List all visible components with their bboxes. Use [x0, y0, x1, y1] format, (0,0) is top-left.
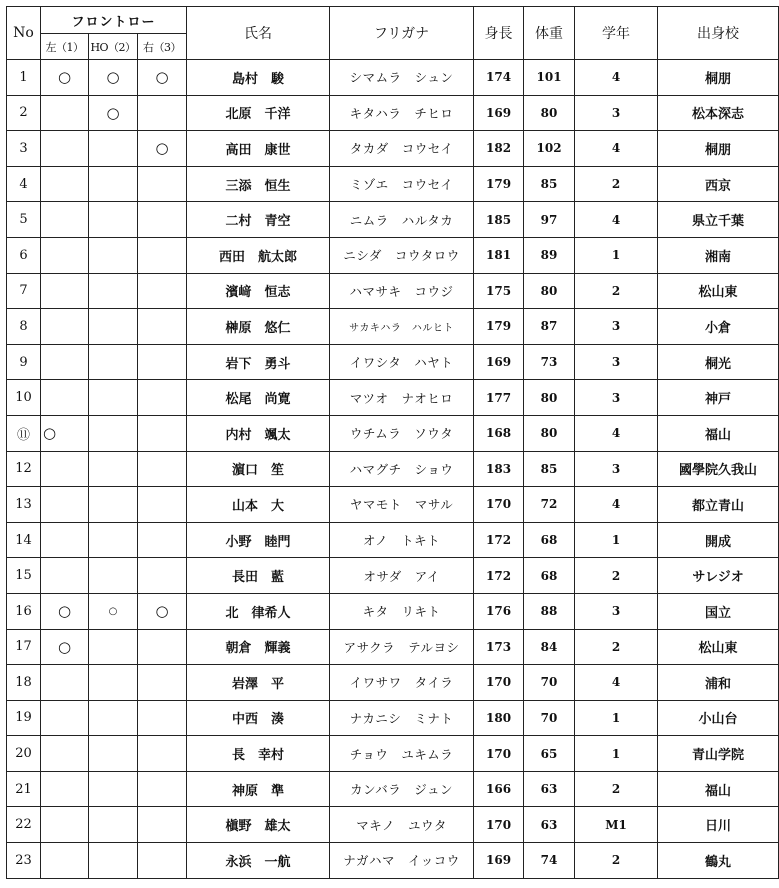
cell-no: 20 [7, 736, 41, 772]
cell-name: 槇野 雄太 [187, 807, 330, 843]
cell-grade: 3 [575, 344, 658, 380]
cell-right [138, 273, 187, 309]
cell-weight: 80 [524, 380, 575, 416]
cell-left: ○ [41, 593, 89, 629]
cell-left [41, 700, 89, 736]
cell-weight: 63 [524, 807, 575, 843]
cell-furigana: ハマサキ コウジ [330, 273, 474, 309]
cell-right [138, 771, 187, 807]
cell-left: ○ [41, 415, 89, 451]
cell-ho [89, 237, 138, 273]
cell-weight: 87 [524, 309, 575, 345]
table-row [7, 237, 779, 273]
cell-weight: 84 [524, 629, 575, 665]
cell-furigana: ニムラ ハルタカ [330, 202, 474, 238]
cell-height: 179 [474, 166, 524, 202]
cell-no: 17 [7, 629, 41, 665]
cell-no: 1 [7, 60, 41, 96]
cell-grade: 3 [575, 380, 658, 416]
col-header-name: 氏名 [187, 7, 330, 60]
cell-right [138, 344, 187, 380]
cell-right: ○ [138, 131, 187, 167]
cell-name: 朝倉 輝義 [187, 629, 330, 665]
cell-left: ○ [41, 60, 89, 96]
cell-grade: 1 [575, 736, 658, 772]
cell-school: 福山 [658, 415, 779, 451]
cell-name: 内村 颯太 [187, 415, 330, 451]
cell-left [41, 344, 89, 380]
cell-right [138, 629, 187, 665]
col-header-furigana: フリガナ [330, 7, 474, 60]
cell-height: 166 [474, 771, 524, 807]
cell-ho [89, 807, 138, 843]
cell-grade: 2 [575, 843, 658, 879]
cell-ho: ○ [89, 593, 138, 629]
table-row [7, 700, 779, 736]
cell-name: 岩下 勇斗 [187, 344, 330, 380]
col-header-height: 身長 [474, 7, 524, 60]
cell-height: 179 [474, 309, 524, 345]
cell-grade: 4 [575, 131, 658, 167]
cell-left [41, 736, 89, 772]
cell-ho: ○ [89, 95, 138, 131]
cell-name: 高田 康世 [187, 131, 330, 167]
cell-right [138, 736, 187, 772]
cell-right [138, 807, 187, 843]
cell-height: 174 [474, 60, 524, 96]
cell-grade: 4 [575, 202, 658, 238]
cell-height: 169 [474, 843, 524, 879]
cell-height: 170 [474, 487, 524, 523]
cell-weight: 63 [524, 771, 575, 807]
table-row [7, 558, 779, 594]
cell-school: 福山 [658, 771, 779, 807]
cell-school: 小倉 [658, 309, 779, 345]
cell-name: 岩澤 平 [187, 665, 330, 701]
cell-grade: 4 [575, 665, 658, 701]
cell-ho: ○ [89, 60, 138, 96]
table-row [7, 95, 779, 131]
cell-furigana: ヤマモト マサル [330, 487, 474, 523]
cell-grade: 2 [575, 166, 658, 202]
cell-grade: 4 [575, 60, 658, 96]
col-header-no: No [7, 7, 41, 60]
table-row [7, 60, 779, 96]
cell-left [41, 202, 89, 238]
cell-right [138, 522, 187, 558]
cell-school: 青山学院 [658, 736, 779, 772]
cell-ho [89, 843, 138, 879]
col-header-weight: 体重 [524, 7, 575, 60]
cell-right [138, 451, 187, 487]
table-row [7, 522, 779, 558]
cell-weight: 74 [524, 843, 575, 879]
cell-no: 6 [7, 237, 41, 273]
cell-left [41, 807, 89, 843]
cell-name: 西田 航太郎 [187, 237, 330, 273]
cell-right [138, 558, 187, 594]
cell-school: 県立千葉 [658, 202, 779, 238]
cell-ho [89, 451, 138, 487]
cell-ho [89, 665, 138, 701]
cell-school: 國學院久我山 [658, 451, 779, 487]
table-row [7, 629, 779, 665]
cell-height: 172 [474, 522, 524, 558]
cell-weight: 70 [524, 700, 575, 736]
cell-furigana: イワシタ ハヤト [330, 344, 474, 380]
cell-ho [89, 273, 138, 309]
cell-grade: 3 [575, 95, 658, 131]
cell-furigana: ニシダ コウタロウ [330, 237, 474, 273]
cell-left [41, 843, 89, 879]
cell-weight: 101 [524, 60, 575, 96]
table-row [7, 807, 779, 843]
cell-right [138, 843, 187, 879]
cell-grade: 2 [575, 558, 658, 594]
cell-furigana: マキノ ユウタ [330, 807, 474, 843]
cell-school: 西京 [658, 166, 779, 202]
cell-right [138, 487, 187, 523]
cell-height: 180 [474, 700, 524, 736]
cell-grade: 2 [575, 771, 658, 807]
cell-furigana: ナガハマ イッコウ [330, 843, 474, 879]
cell-height: 168 [474, 415, 524, 451]
cell-school: 浦和 [658, 665, 779, 701]
cell-furigana: ミゾエ コウセイ [330, 166, 474, 202]
cell-left [41, 309, 89, 345]
cell-weight: 68 [524, 522, 575, 558]
cell-name: 神原 準 [187, 771, 330, 807]
cell-grade: 1 [575, 237, 658, 273]
cell-school: 松本深志 [658, 95, 779, 131]
cell-furigana: キタハラ チヒロ [330, 95, 474, 131]
cell-furigana: オノ トキト [330, 522, 474, 558]
cell-name: 小野 睦門 [187, 522, 330, 558]
table-row [7, 736, 779, 772]
col-header-ho: HO（2） [89, 34, 138, 60]
cell-left [41, 451, 89, 487]
cell-name: 北 律希人 [187, 593, 330, 629]
cell-left: ○ [41, 629, 89, 665]
cell-ho [89, 380, 138, 416]
cell-weight: 68 [524, 558, 575, 594]
cell-name: 濱﨑 恒志 [187, 273, 330, 309]
cell-no: 16 [7, 593, 41, 629]
cell-school: 湘南 [658, 237, 779, 273]
cell-furigana: ナカニシ ミナト [330, 700, 474, 736]
cell-name: 三添 恒生 [187, 166, 330, 202]
cell-school: 神戸 [658, 380, 779, 416]
cell-right: ○ [138, 60, 187, 96]
cell-name: 長田 藍 [187, 558, 330, 594]
cell-weight: 65 [524, 736, 575, 772]
cell-height: 181 [474, 237, 524, 273]
col-header-front-row: フロントロー [41, 7, 187, 34]
cell-left [41, 487, 89, 523]
cell-height: 175 [474, 273, 524, 309]
cell-ho [89, 415, 138, 451]
cell-height: 170 [474, 736, 524, 772]
cell-grade: 4 [575, 487, 658, 523]
cell-weight: 89 [524, 237, 575, 273]
cell-name: 北原 千洋 [187, 95, 330, 131]
cell-weight: 88 [524, 593, 575, 629]
cell-height: 176 [474, 593, 524, 629]
table-row [7, 273, 779, 309]
cell-no: 10 [7, 380, 41, 416]
cell-no: 19 [7, 700, 41, 736]
table-row [7, 593, 779, 629]
table-row [7, 202, 779, 238]
col-header-left: 左（1） [41, 34, 89, 60]
cell-school: 都立青山 [658, 487, 779, 523]
table-row [7, 665, 779, 701]
cell-height: 172 [474, 558, 524, 594]
cell-name: 島村 駿 [187, 60, 330, 96]
cell-weight: 72 [524, 487, 575, 523]
cell-ho [89, 771, 138, 807]
cell-no: 8 [7, 309, 41, 345]
cell-height: 170 [474, 665, 524, 701]
cell-name: 山本 大 [187, 487, 330, 523]
cell-no: 13 [7, 487, 41, 523]
cell-right [138, 700, 187, 736]
cell-weight: 80 [524, 273, 575, 309]
cell-height: 169 [474, 344, 524, 380]
cell-name: 永浜 一航 [187, 843, 330, 879]
cell-school: 開成 [658, 522, 779, 558]
cell-name: 濵口 笙 [187, 451, 330, 487]
cell-furigana: ウチムラ ソウタ [330, 415, 474, 451]
cell-no: 14 [7, 522, 41, 558]
cell-left [41, 273, 89, 309]
cell-name: 榊原 悠仁 [187, 309, 330, 345]
cell-height: 177 [474, 380, 524, 416]
cell-ho [89, 487, 138, 523]
cell-height: 170 [474, 807, 524, 843]
table-row [7, 415, 779, 451]
table-row [7, 344, 779, 380]
cell-furigana: カンバラ ジュン [330, 771, 474, 807]
cell-weight: 97 [524, 202, 575, 238]
table-row [7, 487, 779, 523]
cell-right [138, 202, 187, 238]
cell-no: 18 [7, 665, 41, 701]
cell-grade: 2 [575, 629, 658, 665]
header-row [7, 7, 779, 34]
cell-left [41, 380, 89, 416]
cell-right [138, 415, 187, 451]
cell-weight: 70 [524, 665, 575, 701]
cell-right [138, 665, 187, 701]
cell-furigana: マツオ ナオヒロ [330, 380, 474, 416]
cell-school: サレジオ [658, 558, 779, 594]
cell-school: 桐光 [658, 344, 779, 380]
cell-left [41, 665, 89, 701]
cell-right [138, 237, 187, 273]
cell-furigana: キタ リキト [330, 593, 474, 629]
table-row [7, 771, 779, 807]
cell-height: 185 [474, 202, 524, 238]
cell-school: 小山台 [658, 700, 779, 736]
cell-school: 鶴丸 [658, 843, 779, 879]
col-header-right: 右（3） [138, 34, 187, 60]
cell-furigana: シマムラ シュン [330, 60, 474, 96]
cell-furigana: サカキハラ ハルヒト [330, 309, 474, 345]
cell-left [41, 771, 89, 807]
cell-weight: 80 [524, 95, 575, 131]
cell-furigana: イワサワ タイラ [330, 665, 474, 701]
cell-no: 23 [7, 843, 41, 879]
col-header-school: 出身校 [658, 7, 779, 60]
cell-no: 15 [7, 558, 41, 594]
cell-ho [89, 629, 138, 665]
cell-height: 169 [474, 95, 524, 131]
cell-grade: 3 [575, 309, 658, 345]
table-row [7, 451, 779, 487]
cell-grade: 4 [575, 415, 658, 451]
cell-grade: 1 [575, 522, 658, 558]
cell-grade: 3 [575, 451, 658, 487]
cell-no: 5 [7, 202, 41, 238]
cell-ho [89, 700, 138, 736]
cell-height: 183 [474, 451, 524, 487]
cell-left [41, 95, 89, 131]
cell-right [138, 166, 187, 202]
cell-school: 日川 [658, 807, 779, 843]
cell-weight: 73 [524, 344, 575, 380]
cell-right [138, 309, 187, 345]
table-row [7, 166, 779, 202]
cell-ho [89, 309, 138, 345]
table-row [7, 843, 779, 879]
cell-height: 173 [474, 629, 524, 665]
table-row [7, 309, 779, 345]
cell-grade: 2 [575, 273, 658, 309]
cell-school: 国立 [658, 593, 779, 629]
cell-school: 桐朋 [658, 131, 779, 167]
cell-furigana: ハマグチ ショウ [330, 451, 474, 487]
cell-no: 2 [7, 95, 41, 131]
cell-no: 22 [7, 807, 41, 843]
cell-ho [89, 522, 138, 558]
cell-weight: 85 [524, 166, 575, 202]
cell-right: ○ [138, 593, 187, 629]
table-row [7, 380, 779, 416]
cell-name: 中西 湊 [187, 700, 330, 736]
cell-school: 松山東 [658, 629, 779, 665]
cell-school: 桐朋 [658, 60, 779, 96]
cell-no: 12 [7, 451, 41, 487]
cell-weight: 102 [524, 131, 575, 167]
cell-grade: 3 [575, 593, 658, 629]
cell-left [41, 237, 89, 273]
cell-ho [89, 131, 138, 167]
cell-no: 7 [7, 273, 41, 309]
cell-school: 松山東 [658, 273, 779, 309]
col-header-grade: 学年 [575, 7, 658, 60]
cell-name: 二村 青空 [187, 202, 330, 238]
cell-grade: 1 [575, 700, 658, 736]
cell-left [41, 522, 89, 558]
cell-furigana: オサダ アイ [330, 558, 474, 594]
cell-weight: 85 [524, 451, 575, 487]
cell-furigana: アサクラ テルヨシ [330, 629, 474, 665]
cell-no: 4 [7, 166, 41, 202]
cell-no: 3 [7, 131, 41, 167]
cell-ho [89, 344, 138, 380]
cell-name: 松尾 尚寛 [187, 380, 330, 416]
cell-right [138, 380, 187, 416]
cell-ho [89, 202, 138, 238]
table-row [7, 131, 779, 167]
cell-left [41, 131, 89, 167]
cell-no: 9 [7, 344, 41, 380]
cell-furigana: チョウ ユキムラ [330, 736, 474, 772]
cell-ho [89, 558, 138, 594]
cell-no: 21 [7, 771, 41, 807]
cell-name: 長 幸村 [187, 736, 330, 772]
cell-right [138, 95, 187, 131]
cell-ho [89, 166, 138, 202]
cell-weight: 80 [524, 415, 575, 451]
cell-height: 182 [474, 131, 524, 167]
cell-grade: M1 [575, 807, 658, 843]
roster-table [6, 6, 779, 879]
cell-left [41, 558, 89, 594]
cell-ho [89, 736, 138, 772]
roster-body [7, 60, 779, 879]
cell-furigana: タカダ コウセイ [330, 131, 474, 167]
cell-left [41, 166, 89, 202]
cell-no: ⑪ [7, 415, 41, 451]
